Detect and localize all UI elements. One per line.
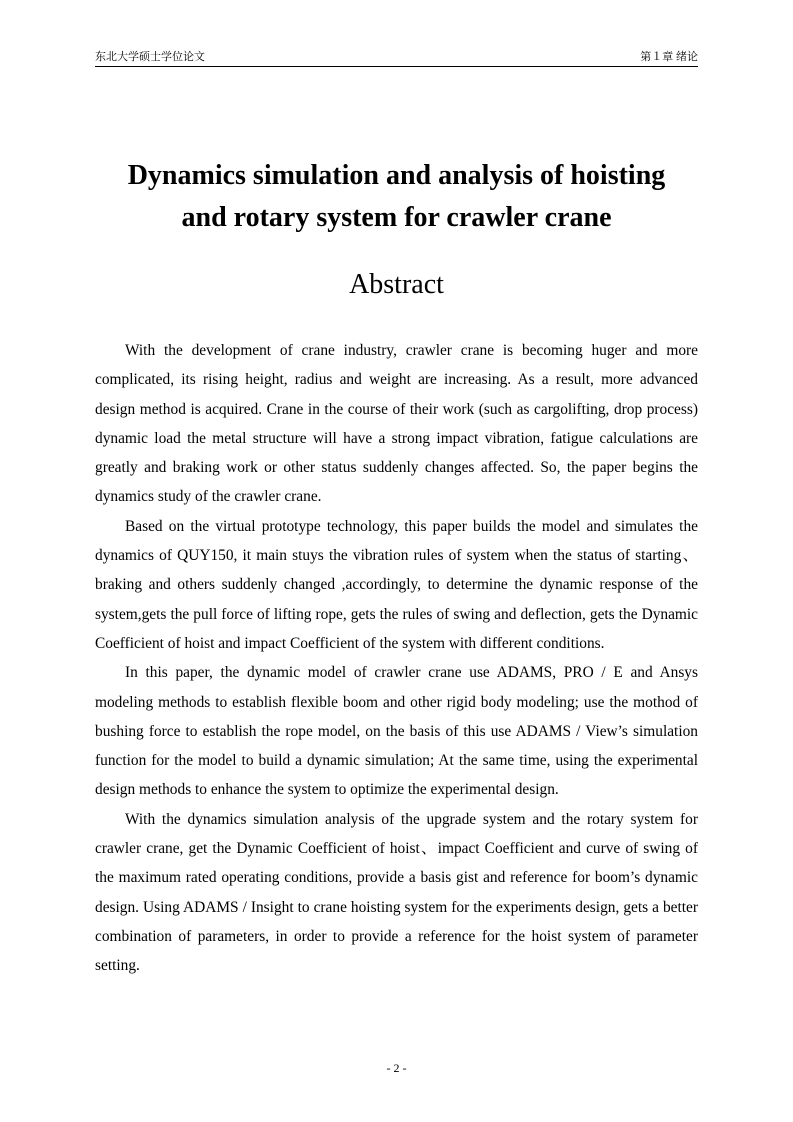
paper-title-line-2: and rotary system for crawler crane <box>181 202 612 233</box>
abstract-paragraph: With the development of crane industry, crawler crane is becoming huger and more complicated, its rising height, radius and weight are increasing. As a result, more advanced design method is acquired. Crane in the course of their work (such as cargolifting, drop process) dynamic load the metal structure will have a strong impact vibration, fatigue calculations are greatly and braking work or other status suddenly changes affected. So, the paper begins the dynamics study of the crawler crane. <box>95 342 698 506</box>
header-chapter: 第１章 绪论 <box>640 51 698 63</box>
abstract-paragraph: With the dynamics simulation analysis of the upgrade system and the rotary system for crawler crane, get the Dynamic Coefficient of hoist、impact Coefficient and curve of swing of the maximum rated operating conditions, provide a basis gist and reference for boom’s dynamic design. Using ADAMS / Insight to crane hoisting system for the experiments design, gets a better combination of parameters, in order to provide a reference for the hoist system of parameter setting. <box>95 810 698 975</box>
running-header <box>95 50 698 66</box>
abstract-paragraph: In this paper, the dynamic model of crawler crane use ADAMS, PRO / E and Ansys modeling methods to establish flexible boom and other rigid body modeling; use the mothod of bushing force to establish the rope model, on the basis of this use ADAMS / View’s simulation function for the model to build a dynamic simulation; At the same time, using the experimental design methods to enhance the system to optimize the experimental design. <box>95 664 698 799</box>
abstract-body <box>95 336 698 981</box>
abstract-heading: Abstract <box>349 269 444 300</box>
page-number: - 2 - <box>386 1061 407 1075</box>
header-thesis-title: 东北大学硕士学位论文 <box>95 51 205 63</box>
paper-title <box>80 155 713 239</box>
paper-title-line-1: Dynamics simulation and analysis of hoisting <box>127 160 666 191</box>
abstract-paragraph: Based on the virtual prototype technology, this paper builds the model and simulates the dynamics of QUY150, it main stuys the vibration rules of system when the status of starting、braking and others suddenly changed ,accordingly, to determine the dynamic response of the system,gets the pull force of lifting rope, gets the rules of swing and deflection, gets the Dynamic Coefficient of hoist and impact Coefficient of the system with different conditions. <box>95 517 698 652</box>
header-divider <box>95 66 698 67</box>
